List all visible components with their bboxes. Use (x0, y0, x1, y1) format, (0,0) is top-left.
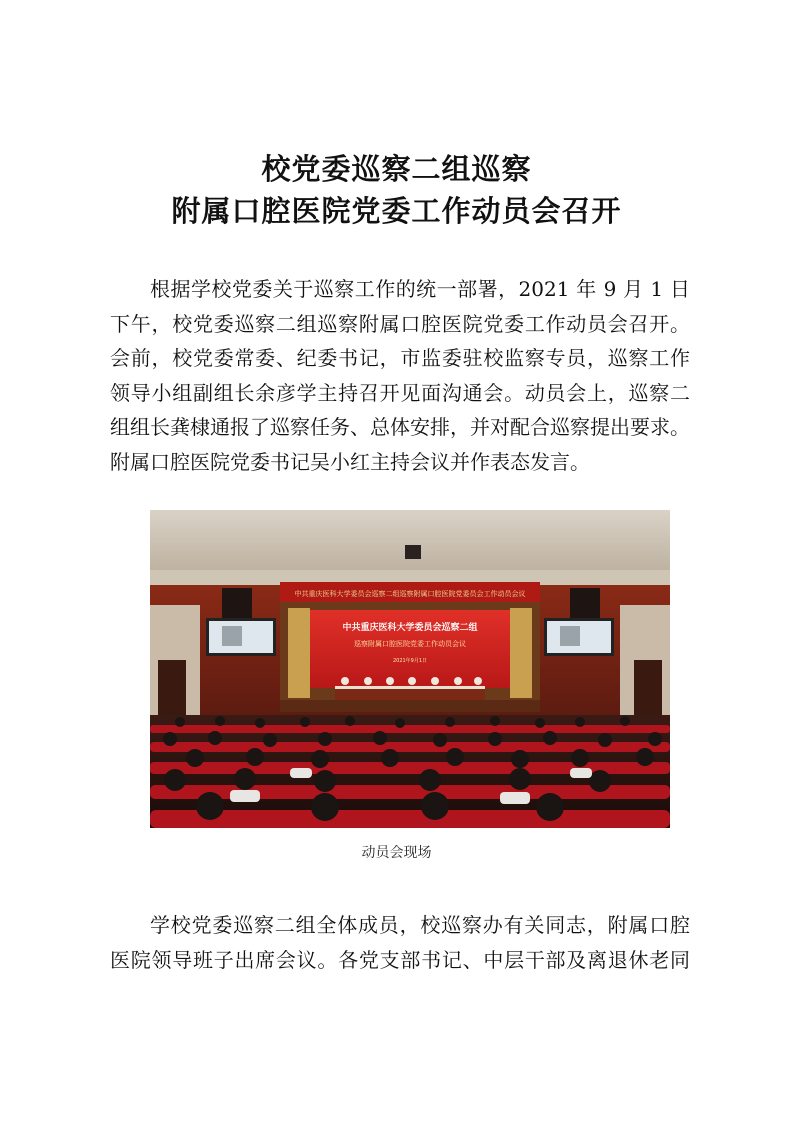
photo-screen-date: 2021年9月1日 (392, 658, 428, 664)
paragraph-line: 医院领导班子出席会议。各党支部书记、中层干部及离退休老同 (110, 947, 690, 972)
paragraph-line: 领导小组副组长余彦学主持召开见面沟通会。动员会上，巡察二 (110, 380, 690, 405)
photo-caption: 动员会现场 (361, 845, 432, 861)
paragraph-line: 下午，校党委巡察二组巡察附属口腔医院党委工作动员会召开。 (110, 311, 690, 336)
paragraph-line: 根据学校党委关于巡察工作的统一部署，2021 年 9 月 1 日 (150, 277, 690, 301)
photo-banner-text: 中共重庆医科大学委员会巡察二组巡察附属口腔医院党委员会工作动员会议 (294, 590, 526, 598)
paragraph-line: 学校党委巡察二组全体成员，校巡察办有关同志，附属口腔 (150, 913, 690, 937)
paragraph-line: 会前，校党委常委、纪委书记，市监委驻校监察专员，巡察工作 (110, 346, 690, 371)
paragraph-line: 附属口腔医院党委书记吴小红主持会议并作表态发言。 (110, 449, 590, 474)
paragraph-1 (110, 272, 690, 480)
title-line-2: 附属口腔医院党委工作动员会召开 (171, 194, 622, 228)
photo-screen-line1: 中共重庆医科大学委员会巡察二组 (342, 623, 478, 633)
title-line-1: 校党委巡察二组巡察 (261, 152, 532, 186)
meeting-photo (150, 510, 670, 828)
paragraph-line: 组组长龚棣通报了巡察任务、总体安排，并对配合巡察提出要求。 (110, 415, 690, 440)
photo-screen-line2: 巡察附属口腔医院党委工作动员会议 (354, 640, 466, 648)
paragraph-2 (110, 908, 690, 977)
